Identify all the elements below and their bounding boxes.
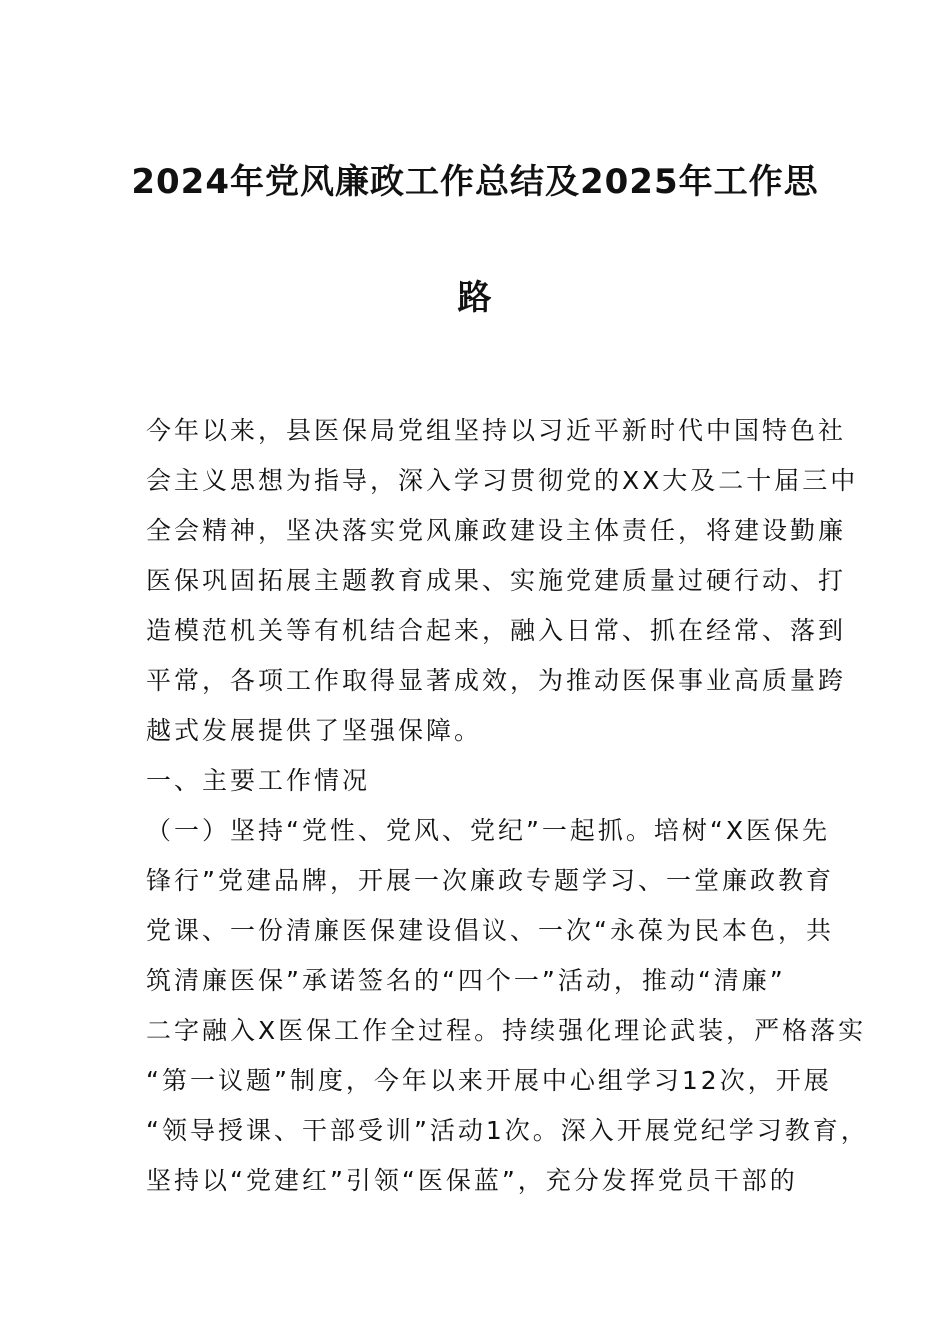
text-line: “第一议题”制度，今年以来开展中心组学习12次，开展 [146,1066,832,1095]
text-line: 党课、一份清廉医保建设倡议、一次“永葆为民本色，共 [146,916,834,945]
text-line: 全会精神，坚决落实党风廉政建设主体责任，将建设勤廉 [146,516,847,545]
text-line: 锋行”党建品牌，开展一次廉政专题学习、一堂廉政教育 [146,866,834,895]
text-line: 今年以来，县医保局党组坚持以习近平新时代中国特色社 [146,416,847,445]
text-line: 医保巩固拓展主题教育成果、实施党建质量过硬行动、打 [146,566,847,595]
text-line: 二字融入X医保工作全过程。持续强化理论武装，严格落实 [146,1016,867,1045]
section-heading-text: 一、主要工作情况 [146,766,371,795]
text-line: （一）坚持“党性、党风、党纪”一起抓。培树“X医保先 [146,816,830,845]
text-line: 越式发展提供了坚强保障。 [146,716,483,745]
text-line: 平常，各项工作取得显著成效，为推动医保事业高质量跨 [146,666,847,695]
document-title-line-2: 路 [457,278,493,318]
text-line: 坚持以“党建红”引领“医保蓝”，充分发挥党员干部的 [146,1166,798,1195]
document-title-line-1: 2024年党风廉政工作总结及2025年工作思 [131,162,819,202]
text-line: 会主义思想为指导，深入学习贯彻党的XX大及二十届三中 [146,466,859,495]
text-line: 筑清廉医保”承诺签名的“四个一”活动，推动“清廉” [146,966,786,995]
text-line: “领导授课、干部受训”活动1次。深入开展党纪学习教育， [146,1116,869,1145]
text-line: 造模范机关等有机结合起来，融入日常、抓在经常、落到 [146,616,847,645]
